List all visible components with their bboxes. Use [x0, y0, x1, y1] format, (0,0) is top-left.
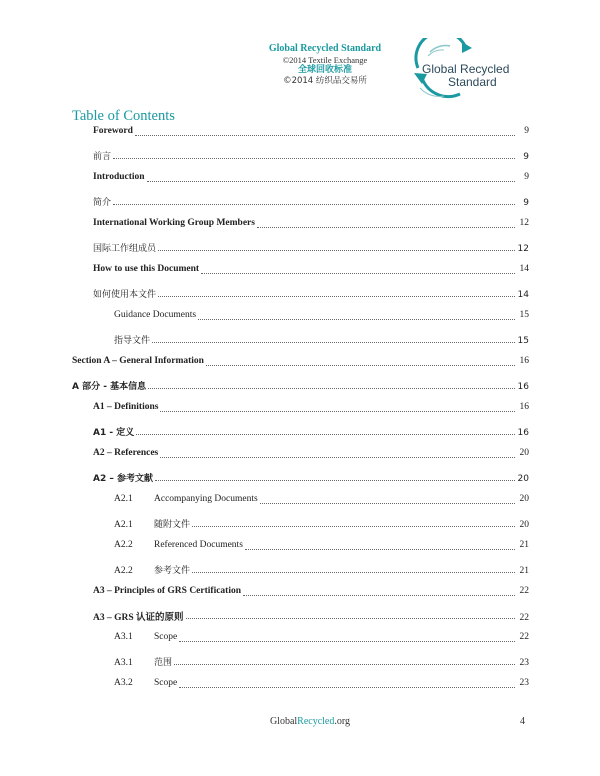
toc-leader-dots — [160, 448, 515, 458]
toc-leader-dots — [179, 678, 515, 688]
toc-entry-label: Foreword — [93, 126, 133, 136]
toc-leader-dots — [260, 494, 515, 504]
toc-entry-page: 21 — [519, 540, 529, 550]
toc-leader-dots — [152, 333, 515, 343]
toc-entry-number: A3.1 — [114, 632, 133, 642]
toc-entry[interactable] — [114, 333, 529, 347]
toc-leader-dots — [158, 241, 515, 251]
toc-entry[interactable] — [93, 172, 529, 186]
toc-leader-dots — [179, 632, 515, 642]
toc-entry-label: Scope — [154, 678, 178, 688]
toc-entry-label: 随附文件 — [154, 520, 191, 530]
toc-entry-page: 9 — [524, 172, 529, 182]
toc-entry-label: A2 – 参考文献 — [93, 474, 153, 484]
toc-entry[interactable] — [114, 517, 529, 531]
toc-entry-page: 15 — [519, 310, 529, 320]
toc-entry[interactable] — [114, 540, 529, 554]
toc-entry-number: A3.1 — [114, 658, 133, 668]
toc-leader-dots — [192, 517, 515, 527]
toc-leader-dots — [148, 379, 515, 389]
toc-entry-page: 14 — [517, 290, 529, 300]
toc-leader-dots — [158, 287, 515, 297]
header-title-cn: 全球回收标准 — [297, 65, 352, 75]
toc-entry[interactable] — [72, 356, 529, 370]
toc-entry[interactable] — [114, 678, 529, 692]
toc-entry-label: Accompanying Documents — [154, 494, 258, 504]
toc-entry-page: 23 — [519, 658, 529, 668]
toc-entry-label: 前言 — [93, 152, 112, 162]
page-footer — [0, 716, 600, 736]
footer-site-mid: Recycled — [297, 716, 335, 727]
toc-entry-label: Referenced Documents — [154, 540, 243, 550]
toc-entry[interactable] — [93, 287, 529, 301]
toc-entry[interactable] — [114, 494, 529, 508]
toc-entry-page: 20 — [519, 520, 529, 530]
toc-entry[interactable] — [93, 402, 529, 416]
toc-entry-page: 23 — [519, 678, 529, 688]
footer-site-prefix: Global — [269, 716, 298, 727]
toc-entry-label: 简介 — [93, 198, 112, 208]
toc-entry[interactable] — [93, 218, 529, 232]
toc-leader-dots — [201, 264, 515, 274]
toc-leader-dots — [136, 425, 515, 435]
toc-entry-page: 16 — [519, 356, 529, 366]
toc-entry[interactable] — [114, 655, 529, 669]
toc-entry-label: 国际工作组成员 — [93, 244, 157, 254]
toc-leader-dots — [198, 310, 515, 320]
toc-entry-page: 22 — [519, 613, 529, 623]
toc-entry-label: 范围 — [154, 658, 173, 668]
toc-leader-dots — [113, 195, 515, 205]
toc-entry[interactable] — [93, 471, 529, 485]
toc-leader-dots — [206, 356, 515, 366]
toc-leader-dots — [186, 609, 515, 619]
toc-leader-dots — [243, 586, 515, 596]
toc-leader-dots — [135, 126, 515, 136]
toc-entry[interactable] — [93, 149, 529, 163]
toc-entry-label: A 部分 - 基本信息 — [72, 382, 147, 392]
toc-entry-page: 9 — [523, 152, 529, 162]
toc-entry[interactable] — [93, 126, 529, 140]
toc-entry[interactable] — [93, 609, 529, 623]
header-copyright-cn: ©2014 纺织品交易所 — [283, 75, 367, 86]
header-copyright: ©2014 Textile Exchange — [282, 54, 368, 65]
toc-entry-page: 9 — [523, 198, 529, 208]
toc-entry-label: A2 – References — [93, 448, 159, 458]
toc-entry-page: 22 — [519, 586, 529, 596]
toc-entry[interactable] — [114, 632, 529, 646]
toc-leader-dots — [160, 402, 515, 412]
toc-entry[interactable] — [114, 310, 529, 324]
toc-entry-page: 16 — [519, 402, 529, 412]
toc-entry-number: A2.1 — [114, 494, 133, 504]
toc-entry[interactable] — [93, 586, 529, 600]
toc-entry-page: 12 — [517, 244, 529, 254]
toc-leader-dots — [245, 540, 515, 550]
toc-entry-label: Scope — [154, 632, 178, 642]
toc-entry-label: Guidance Documents — [114, 310, 197, 320]
toc-entry-label: 参考文件 — [154, 566, 191, 576]
toc-entry[interactable] — [93, 241, 529, 255]
toc-entry-page: 20 — [519, 494, 529, 504]
header-title: Global Recycled Standard — [268, 43, 382, 54]
toc-leader-dots — [113, 149, 515, 159]
toc-entry-number: A3.2 — [114, 678, 133, 688]
footer-site-suffix: .org — [334, 716, 351, 727]
toc-entry-page: 16 — [517, 382, 529, 392]
toc-entry-label: How to use this Document — [93, 264, 200, 274]
toc-entry-label: 指导文件 — [114, 336, 151, 346]
toc-entry[interactable] — [93, 195, 529, 209]
grs-logo — [400, 38, 540, 100]
toc-entry-page: 14 — [519, 264, 529, 274]
toc-entry[interactable] — [93, 264, 529, 278]
toc-entry-number: A2.2 — [114, 566, 133, 576]
toc-entry-page: 15 — [517, 336, 529, 346]
toc-entry-label: A1 - 定义 — [93, 428, 135, 438]
toc-leader-dots — [192, 563, 515, 573]
toc-leader-dots — [174, 655, 515, 665]
footer-website[interactable] — [250, 716, 370, 727]
toc-entry-page: 9 — [524, 126, 529, 136]
page-number: 4 — [520, 716, 525, 727]
toc-entry-label: A1 – Definitions — [93, 402, 159, 412]
toc-entry-page: 16 — [517, 428, 529, 438]
logo-text-line2: Standard — [448, 75, 497, 89]
toc-entry-page: 20 — [517, 474, 529, 484]
toc-entry-page: 12 — [519, 218, 529, 228]
header-text-block — [255, 44, 395, 86]
toc-entry-label: A3 – GRS 认证的原则 — [93, 613, 184, 623]
toc-entry-page: 22 — [519, 632, 529, 642]
toc-entry-number: A2.1 — [114, 520, 133, 530]
toc-leader-dots — [147, 172, 515, 182]
toc-entry-label: Section A – General Information — [72, 356, 204, 366]
toc-entry-label: A3 – Principles of GRS Certification — [93, 586, 242, 596]
toc-leader-dots — [257, 218, 515, 228]
toc-entry[interactable] — [72, 379, 529, 393]
toc-entry-number: A2.2 — [114, 540, 133, 550]
toc-entry[interactable] — [93, 448, 529, 462]
toc-entry-label: International Working Group Members — [93, 218, 255, 228]
logo-text-line1: Global Recycled — [422, 62, 510, 76]
toc-entry[interactable] — [114, 563, 529, 577]
toc-title: Table of Contents — [72, 108, 175, 124]
page-header — [0, 0, 600, 100]
toc-entry-label: Introduction — [93, 172, 145, 182]
toc-entry[interactable] — [93, 425, 529, 439]
toc-leader-dots — [155, 471, 515, 481]
toc-entry-page: 20 — [519, 448, 529, 458]
toc-entry-label: 如何使用本文件 — [93, 290, 157, 300]
toc-entry-page: 21 — [519, 566, 529, 576]
